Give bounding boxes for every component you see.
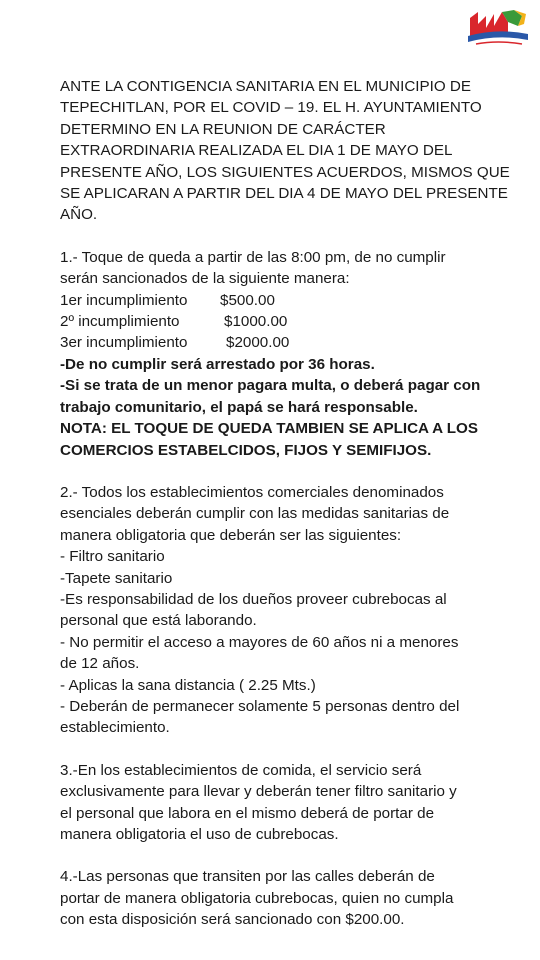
- intro-line: AÑO.: [60, 206, 98, 224]
- section-4-line: 4.-Las personas que transiten por las calles deberán de: [60, 868, 435, 886]
- announcement-document: [60, 76, 520, 931]
- section-2-line: - No permitir el acceso a mayores de 60 años ni a menores: [60, 633, 459, 651]
- intro-paragraph: [60, 76, 520, 226]
- section-2-line: de 12 años.: [60, 655, 140, 673]
- section-2-line: - Aplicas la sana distancia ( 2.25 Mts.): [60, 676, 316, 694]
- section-1-bold-line: NOTA: EL TOQUE DE QUEDA TAMBIEN SE APLICA A LOS: [60, 420, 478, 438]
- section-3-line: 3.-En los establecimientos de comida, el servicio será: [60, 761, 422, 779]
- intro-line: SE APLICARAN A PARTIR DEL DIA 4 DE MAYO DEL PRESENTE: [60, 185, 508, 203]
- intro-line: ANTE LA CONTIGENCIA SANITARIA EN EL MUNICIPIO DE: [60, 78, 471, 95]
- section-2-essential-businesses: [60, 482, 520, 739]
- section-1-bold-line: -De no cumplir será arrestado por 36 horas.: [60, 355, 375, 373]
- section-3-line: el personal que labora en el mismo deberá de portar de: [60, 804, 435, 822]
- section-1-bold-line: -Si se trata de un menor pagara multa, o deberá pagar con: [60, 377, 481, 395]
- section-2-line: - Deberán de permanecer solamente 5 personas dentro del: [60, 697, 460, 715]
- section-1-line: serán sancionados de la siguiente manera:: [60, 270, 350, 288]
- section-3-line: exclusivamente para llevar y deberán tener filtro sanitario y: [60, 783, 457, 801]
- section-1-curfew: [60, 247, 520, 461]
- section-4-line: portar de manera obligatoria cubrebocas, quien no cumpla: [60, 889, 454, 907]
- intro-line: DETERMINO EN LA REUNION DE CARÁCTER: [60, 120, 386, 138]
- section-1-line: 1.- Toque de queda a partir de las 8:00 pm, de no cumplir: [60, 248, 446, 266]
- fine-amount: $2000.00: [226, 334, 290, 352]
- fine-label: 2º incumplimiento: [60, 313, 180, 331]
- section-3-food-establishments: [60, 760, 520, 846]
- section-2-line: personal que está laborando.: [60, 612, 257, 630]
- section-4-masks-in-streets: [60, 866, 520, 930]
- tepechitlan-logo-icon: [462, 6, 534, 52]
- section-2-line: establecimiento.: [60, 719, 170, 737]
- section-2-line: manera obligatoria que deberán ser las siguientes:: [60, 526, 402, 544]
- section-1-bold-line: trabajo comunitario, el papá se hará responsable.: [60, 398, 418, 416]
- section-2-line: esenciales deberán cumplir con las medidas sanitarias de: [60, 505, 450, 523]
- fine-row: [60, 311, 520, 332]
- section-3-line: manera obligatoria el uso de cubrebocas.: [60, 826, 339, 843]
- fine-row: [60, 290, 520, 311]
- section-2-line: -Tapete sanitario: [60, 569, 173, 587]
- section-4-line: con esta disposición será sancionado con $200.00.: [60, 911, 405, 929]
- section-1-bold-line: COMERCIOS ESTABELCIDOS, FIJOS Y SEMIFIJOS.: [60, 441, 432, 459]
- intro-line: TEPECHITLAN, POR EL COVID – 19. EL H. AYUNTAMIENTO: [60, 99, 482, 117]
- fine-row: [60, 332, 520, 353]
- fine-amount: $1000.00: [224, 313, 288, 331]
- section-2-line: -Es responsabilidad de los dueños proveer cubrebocas al: [60, 590, 447, 608]
- intro-line: PRESENTE AÑO, LOS SIGUIENTES ACUERDOS, MISMOS QUE: [60, 163, 510, 181]
- fine-label: 3er incumplimiento: [60, 334, 188, 352]
- intro-line: EXTRAORDINARIA REALIZADA EL DIA 1 DE MAYO DEL: [60, 142, 453, 160]
- section-2-line: 2.- Todos los establecimientos comerciales denominados: [60, 483, 444, 501]
- municipal-logo: [462, 6, 534, 52]
- fine-label: 1er incumplimiento: [60, 291, 188, 309]
- section-2-line: - Filtro sanitario: [60, 548, 165, 566]
- fine-amount: $500.00: [220, 291, 275, 309]
